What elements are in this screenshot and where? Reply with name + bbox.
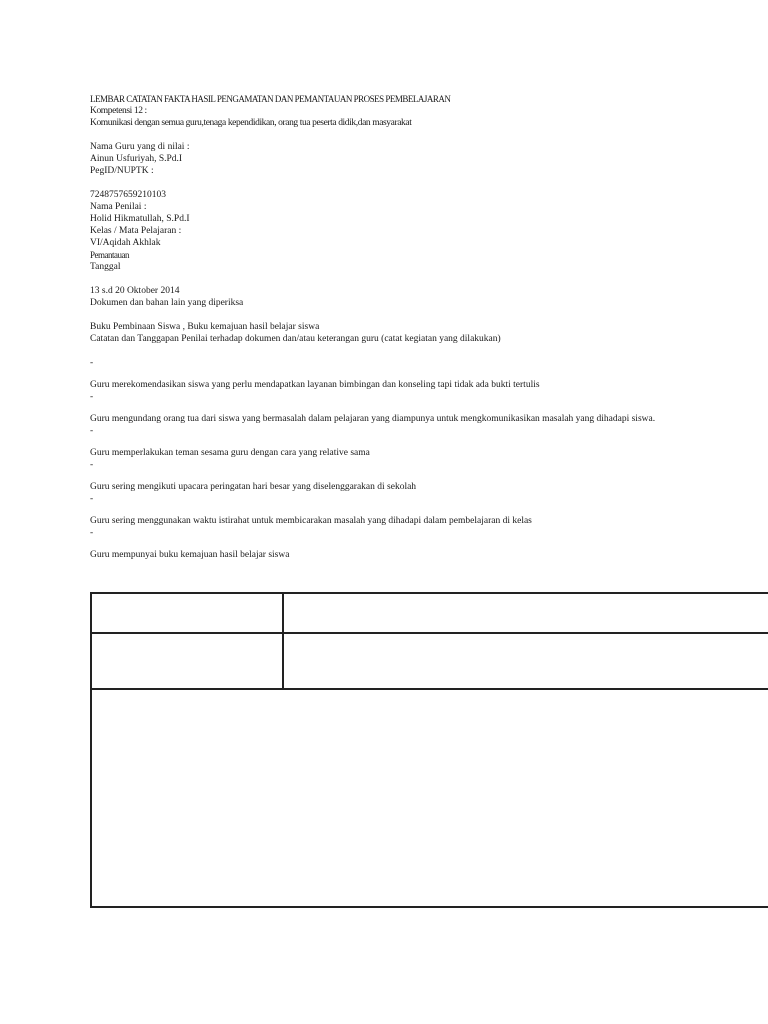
document-title: LEMBAR CATATAN FAKTA HASIL PENGAMATAN DAN PEMANTAUAN PROSES PEMBELAJARAN [90,94,451,104]
dash-bullet: - [90,494,94,504]
class-label: Kelas / Mata Pelajaran : [90,226,182,236]
activity-type: Pemantauan [90,250,129,260]
table-row [92,594,768,634]
dash-bullet: - [90,528,94,538]
assessor-name: Holid Hikmatullah, S.Pd.I [90,214,190,224]
note-item: Guru sering menggunakan waktu istirahat untuk membicarakan masalah yang dihadapi dalam pembelajaran di kelas [90,516,532,526]
teacher-label: Nama Guru yang di nilai : [90,142,190,152]
assessor-label: Nama Penilai : [90,202,147,212]
pegid-value: 7248757659210103 [90,190,166,200]
dash-bullet: - [90,392,94,402]
note-item: Guru merekomendasikan siswa yang perlu mendapatkan layanan bimbingan dan konseling tapi tidak ada bukti tertulis [90,380,540,390]
dash-bullet: - [90,358,94,368]
competency-label: Kompetensi 12 : [90,106,147,116]
note-item: Guru mengundang orang tua dari siswa yang bermasalah dalam pelajaran yang diampunya untuk mengkomunikasikan masalah yang dihadapi siswa. [90,414,656,424]
docs-value: Buku Pembinaan Siswa , Buku kemajuan hasil belajar siswa [90,322,320,332]
dash-bullet: - [90,426,94,436]
document-body [90,93,750,561]
notes-label: Catatan dan Tanggapan Penilai terhadap dokumen dan/atau keterangan guru (catat kegiatan yang dilakukan) [90,334,501,344]
pegid-label: PegID/NUPTK : [90,166,154,176]
date-label: Tanggal [90,262,121,272]
date-value: 13 s.d 20 Oktober 2014 [90,286,180,296]
dash-bullet: - [90,460,94,470]
signature-table [90,592,768,908]
docs-label: Dokumen dan bahan lain yang diperiksa [90,298,244,308]
teacher-name: Ainun Usfuriyah, S.Pd.I [90,154,183,164]
note-item: Guru sering mengikuti upacara peringatan hari besar yang diselenggarakan di sekolah [90,482,417,492]
competency-text: Komunikasi dengan semua guru,tenaga kependidikan, orang tua peserta didik,dan masyarakat [90,118,412,128]
table-row [92,632,768,690]
note-item: Guru mempunyai buku kemajuan hasil belajar siswa [90,550,290,560]
note-item: Guru memperlakukan teman sesama guru dengan cara yang relative sama [90,448,370,458]
table-column-divider [282,594,284,688]
class-value: VI/Aqidah Akhlak [90,238,161,248]
